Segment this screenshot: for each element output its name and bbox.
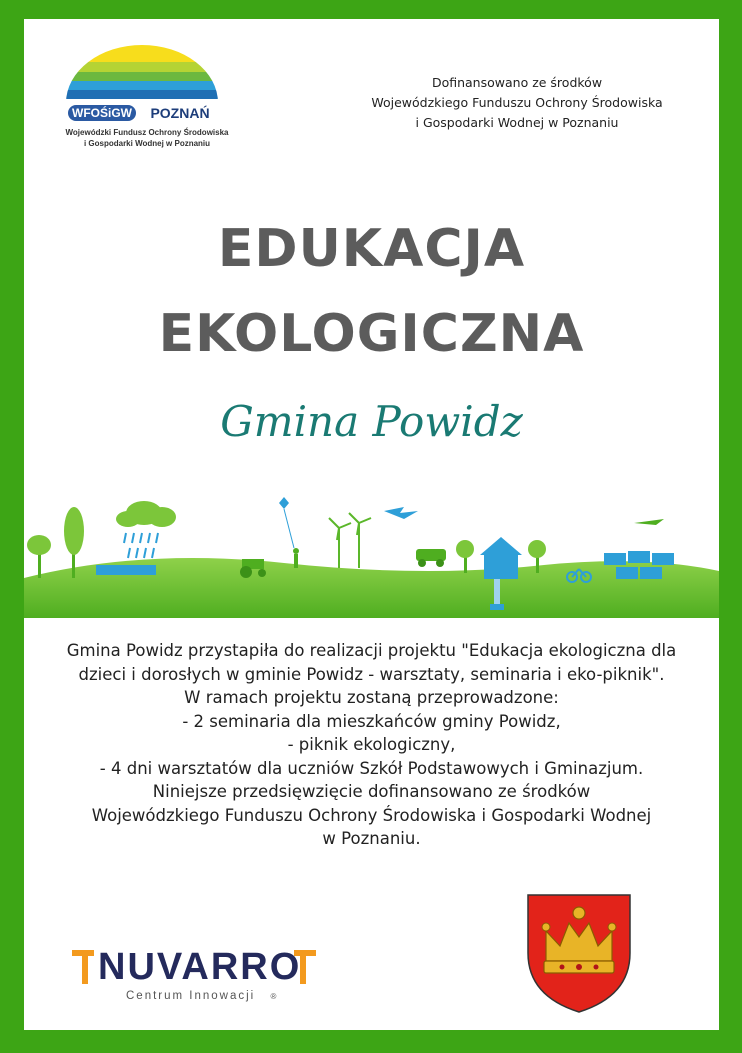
body-line: Wojewódzkiego Funduszu Ochrony Środowiska i Gospodarki Wodnej xyxy=(91,805,652,825)
body-line: dzieci i dorosłych w gminie Powidz - warsztaty, seminaria i eko-piknik". xyxy=(78,664,665,684)
cofunding-line: Dofinansowano ze środków xyxy=(431,75,603,90)
body-line: Niniejsze przedsięwzięcie dofinansowano ze środków xyxy=(152,782,591,801)
logo-city-text: POZNAŃ xyxy=(150,105,210,121)
logo-badge-text: WFOŚiGW xyxy=(72,106,132,120)
body-line: Gmina Powidz przystapiła do realizacji projektu "Edukacja ekologiczna dla xyxy=(66,641,677,660)
electric-car-icon xyxy=(416,549,446,567)
body-line: - 2 seminaria dla mieszkańców gminy Powidz, xyxy=(182,711,561,731)
body-line: - piknik ekologiczny, xyxy=(287,735,456,754)
powidz-coat-of-arms xyxy=(524,891,634,1016)
nuvarro-tagline xyxy=(126,990,278,1002)
cofunding-line: Wojewódzkiego Funduszu Ochrony Środowiska xyxy=(371,95,663,110)
registered-mark: ® xyxy=(270,992,279,1001)
title-line-1: EDUKACJA xyxy=(217,219,526,279)
kite-icon xyxy=(279,497,299,568)
logo-caption-line: Wojewódzki Fundusz Ochrony Środowiska xyxy=(65,128,229,137)
body-line: - 4 dni warsztatów dla uczniów Szkół Podstawowych i Gminazjum. xyxy=(99,758,644,778)
nuvarro-logo xyxy=(68,944,328,1004)
cofunding-note xyxy=(352,73,682,133)
body-text xyxy=(24,639,719,851)
tree-icon xyxy=(456,540,474,573)
nuvarro-tagline-text: Centrum Innowacji xyxy=(126,990,256,1002)
bird-arrows-icon xyxy=(384,507,418,519)
logo-caption xyxy=(52,127,242,149)
body-line: w Poznaniu. xyxy=(322,829,421,848)
nuvarro-name: NUVARRO xyxy=(98,946,302,988)
tree-icon xyxy=(27,535,51,578)
wind-turbine-icon xyxy=(329,513,371,568)
logo-caption-line: i Gospodarki Wodnej w Poznaniu xyxy=(83,139,211,148)
cofunding-line: i Gospodarki Wodnej w Poznaniu xyxy=(415,115,619,130)
title-line-2: EKOLOGICZNA xyxy=(158,304,585,364)
subtitle: Gmina Powidz xyxy=(220,397,523,446)
airplane-icon xyxy=(634,519,664,525)
eco-landscape-illustration xyxy=(24,493,719,618)
poster-sheet xyxy=(24,19,719,1030)
wfosigw-logo xyxy=(62,45,222,170)
body-line: W ramach projektu zostaną przeprowadzone: xyxy=(184,688,559,707)
